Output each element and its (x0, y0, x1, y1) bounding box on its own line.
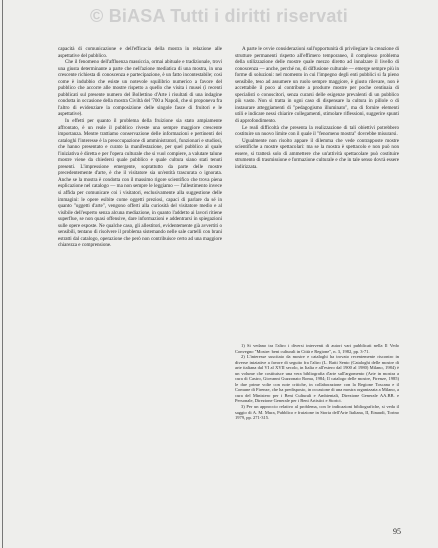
right-text-column (235, 46, 399, 170)
paragraph: A parte le ovvie considerazioni sull'opportunità di privilegiare la creazione di strutture permanenti rispetto all'effimero temporaneo, il complesso problema della utilizzazione delle mostre quale mezzo diretto ad innalzare il livello di conoscenza — anche, perché no, di diffusione culturale — emerge sempre più in forme di soluzioni: nel momento in cui l'impegno degli enti pubblici si fa pieno sensibile, teso ad assumere un ruolo sempre maggiore, è giusto rilevare, non è accettabile il poco al contribute a produrre mostre per poche centinaia di specialisti o conoscitori, senza curarsi delle esigenze prevalenti di un pubblico più vasto. Non si tratta in ogni caso di dispensare la cultura in pillole o di instaurare atteggiamenti di "pedagogismo illuminato", ma di fornire elementi utili e indicare nessi chiarire collegamenti, stimolare riflessioni, suggerire spunti di approfondimento. (235, 46, 399, 125)
paragraph: In effetti per quanto il problema della fruizione sia stato ampiamente affrontato, è un reale il pubblico riveste una sempre maggiore crescente importanza. Mentre trattiamo conservazione delle informazioni e pertinenti dei cataloghi l'interesse è la preoccupazione di amministratori, funzionari e studiosi, che hanno presentato e curato la manifestazione, per quel pubblico al quale l'iniziativa è diretta e per l'opera culturale che si vuol compiere, a valutare talune mostre viene da chiedersi quale pubblico e quale cultura siano stati tenuti presenti. L'impressione emergente, soprattutto da parte delle mostre precedentemente d'arte, è che il visitatore sia un'entità trascurata o ignorata. Anche se la mostra è condotta con il massimo rigore scientifico che trova piena esplicazione nel catalogo — ma non sempre le leggiamo — l'allestimento invece si affida per comunicare coi i visitatori, esclusivamente alla suggestione delle immagini: le opere esibite come oggetti preziosi, capaci di parlare da sé in quanto "oggetti d'arte", vengono offerti alla curiosità del visitatore medio e al visibile dell'esperto senza alcuna mediazione, in quanto l'addetto ai lavori ritiene superflue, se non quasi offensive, dare informazioni e addentrarsi in spiegazioni sulle opere esposte. Ne qualche caso, gli allestitori, evidentemente già avvertiti o sensibili, tentano di risolvere il problema sistemando nelle sale cartelli con brani estratti dal catalogo, operazione che però non contribuisce certo ad una maggiore chiarezza e comprensione. (58, 118, 222, 249)
footnote: 1) Si vedano tra l'altro i diversi interventi di autori vari pubblicati nella Il Vedo Convegno "Mostre: beni culturali in Città e Regione", n. 3, 1982, pp. 3-71. (235, 343, 399, 354)
footnote: 2) L'interesse suscitato da mostre e cataloghi ha trovato recentemente riscontro in diverse iniziative a favore di seguito fra l'altro (L. Ratti Sento (Cataloghi delle mostre di arte italiana dal VI al XVII secolo, in Italia e all'estero dal 1900 al 1980) Milano, 1984) è un volume che costituisce una vera bibliografia d'arte sull'argomento (Arte in mostra a cura di Castro, Giovanni Guzzonato Roma, 1984; Il catalogo delle mostre, Firenze, 1985) le due prime volte con note critiche, in collaborazione con la Regione Toscana e il Comune di Firenze, che ha predisposto, in occasione di una mostra organizzata a Milano, a cura del Ministero per i Beni Culturali e Ambientali, Direzione Generale AA.BB. e Personale, Direzione Generale per i Beni Artistici e Storici. (235, 354, 399, 404)
left-text-column (58, 46, 222, 249)
paragraph: Le realì difficoltà che presenta la realizzazione di tali obiettivi potrebbero costituire un nuovo limite con il quale il "fenomeno mostra" dovrebbe misurarsi. (235, 124, 399, 138)
footnotes (235, 343, 399, 421)
footnote: 3) Per un approccio relativo al problema, con le indicazioni bibliografiche, si veda il saggio di A. M. Mura, Pubblico e fruizione in Storia dell'Arte Italiana, II, Einaudi, Torino 1979, pp. 271-315. (235, 404, 399, 421)
watermark: © BiASA Tutti i diritti riservati (90, 6, 348, 26)
paragraph: Che il fenomeno dell'affluenza massiccia, ormai abituale e tradizionale, trovi una giusta determinante a parte che nell'azione mediatica di una mostra, in una crescente richiesta di conoscenza e partecipazione, è un fatto incontestabile; così come è indubbio che esiste un notevole squilibrio numerico a favore del pubblico che accorre alle mostre rispetto a quello che visita i musei (i recenti pubblicati sul presente numero del Bollettino d'Arte i risultati di una indagine condotta in occasione della mostra Civiltà del '700 a Napoli, che si proponeva fra l'altro di evidenziare la composizione delle singole fasce di fruitori e le aspettative). (58, 59, 222, 118)
paragraph: capacità di comunicazione e dell'efficacia della mostra in relazione alle aspettative del pubblico. (58, 46, 222, 59)
scan-edge-line (2, 0, 3, 548)
paragraph: Ugualmente non risolto appare il dilemma che vede contrapposte mostre scientifiche a mostre spettacolari: ma se la mostra è spettacolo e non può non essere, si tratterà solo di ammettere che un'attività spettacolare può costituire strumento di trasmissione e formazione culturale e che in tale senso dovrà essere indirizzata. (235, 137, 399, 170)
page-number: 95 (393, 527, 401, 536)
